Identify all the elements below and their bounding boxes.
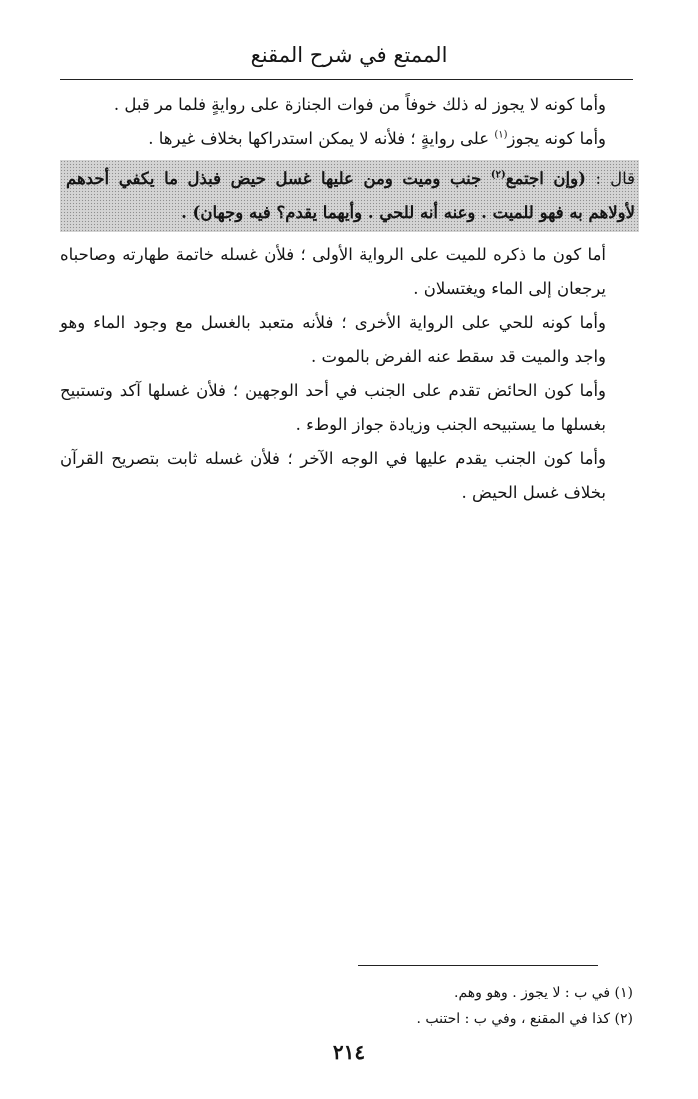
- footnote-ref-1: (١): [494, 129, 508, 141]
- paragraph-4: وأما كونه للحي على الرواية الأخرى ؛ فلأنه متعبد بالغسل مع وجود الماء وهو واجد والميت قد سقط عنه الفرض بالموت .: [60, 313, 606, 366]
- paragraph-2-end: على روايةٍ ؛ فلأنه لا يمكن استدراكها بخلاف غيرها .: [148, 129, 495, 148]
- paragraph-5: وأما كون الحائض تقدم على الجنب في أحد الوجهين ؛ فلأن غسلها آكد وتستبيح بغسلها ما يستبيحه الجنب وزيادة جواز الوطء .: [60, 381, 606, 434]
- footnotes: [333, 980, 633, 1032]
- quote-label: قال :: [595, 169, 635, 188]
- paragraph-1: وأما كونه لا يجوز له ذلك خوفاً من فوات الجنازة على روايةٍ فلما مر قبل .: [113, 95, 606, 114]
- running-header: الممتع في شرح المقنع: [250, 43, 448, 67]
- highlighted-quote: [60, 160, 639, 232]
- paragraph-6: وأما كون الجنب يقدم عليها في الوجه الآخر ؛ فلأن غسله ثابت بتصريح القرآن بخلاف غسل الحيض .: [60, 449, 606, 502]
- footnote-ref-2: (٢): [490, 169, 506, 181]
- quote-start: (وإن اجتمع: [505, 169, 596, 188]
- paragraph-3: أما كون ما ذكره للميت على الرواية الأولى ؛ فلأن غسله خاتمة طهارته وصاحباه يرجعان إلى الماء ويغتسلان .: [60, 245, 606, 298]
- paragraph-2-start: وأما كونه يجوز: [507, 129, 606, 148]
- body-text: [60, 88, 636, 510]
- footnote-rule: [358, 965, 598, 966]
- page-number: ٢١٤: [332, 1040, 366, 1064]
- header-rule: [60, 79, 633, 80]
- paragraph-2: [60, 122, 636, 156]
- footnote-1: (١) في ب : لا يجوز . وهو وهم.: [454, 985, 633, 1001]
- quote-end: جنب وميت ومن عليها غسل حيض فبذل ما يكفي أحدهم لأولاهم به فهو للميت . وعنه أنه للحي . وأيهما يقدم؟ فيه وجهان) .: [66, 169, 635, 222]
- footnote-2: (٢) كذا في المقنع ، وفي ب : احتنب .: [416, 1011, 633, 1027]
